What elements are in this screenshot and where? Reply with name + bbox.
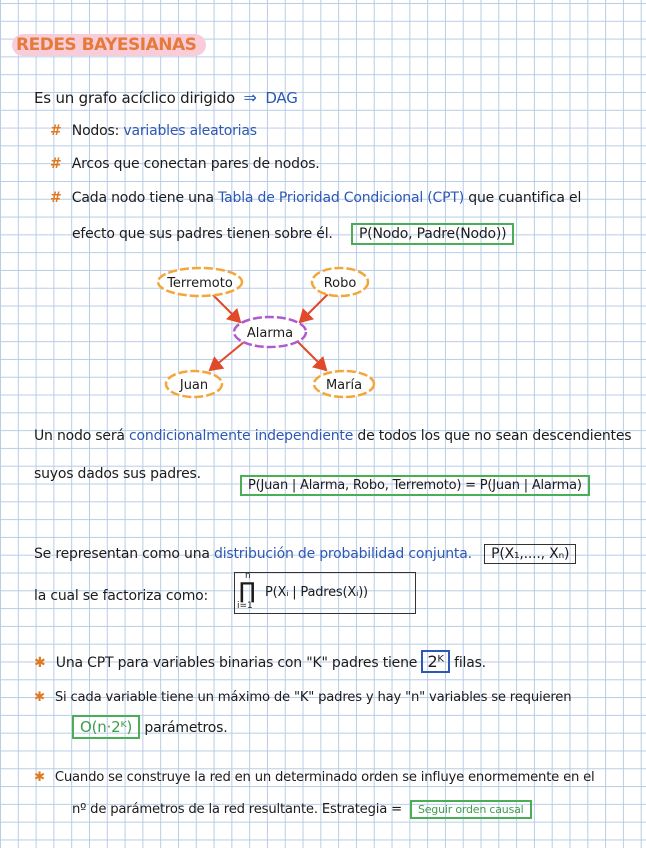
- hash-bullet-icon: #: [50, 156, 62, 172]
- bullet-arcos: [50, 156, 320, 172]
- star1-box: 2ᴷ: [421, 650, 449, 673]
- star2-post: parámetros.: [144, 720, 228, 736]
- joint-line2: la cual se factoriza como:: [34, 588, 209, 604]
- star2-box: O(n·2ᴷ): [72, 715, 140, 739]
- star1-post: filas.: [454, 655, 486, 671]
- implies-arrow-icon: ⇒: [243, 88, 257, 107]
- star-bullet-1: [34, 652, 486, 671]
- star2-line2: [72, 718, 228, 736]
- joint-formula1: P(X₁,...., Xₙ): [484, 544, 576, 564]
- node-maria: [314, 371, 374, 397]
- arrow-terremoto-alarma: [212, 294, 240, 322]
- joint-pre: Se representan como una: [34, 546, 210, 562]
- nodos-label: Nodos:: [71, 123, 120, 139]
- prod-body: P(Xᵢ | Padres(Xᵢ)): [265, 585, 368, 600]
- juan-label: Juan: [179, 378, 209, 393]
- cond-indep-formula-wrap: [240, 478, 590, 493]
- bayes-network-diagram: [150, 258, 390, 404]
- star-bullet-2: [34, 690, 571, 705]
- arrow-alarma-juan: [210, 342, 244, 370]
- prod-top: n: [245, 571, 251, 581]
- cond-indep-formula: P(Juan | Alarma, Robo, Terremoto) = P(Juan | Alarma): [240, 475, 590, 496]
- prod-bottom: i=1: [237, 601, 253, 611]
- maria-label: María: [325, 378, 363, 393]
- terremoto-label: Terremoto: [167, 276, 233, 291]
- star-bullet-3: [34, 770, 595, 785]
- dag-label: DAG: [265, 89, 298, 107]
- star3-line2-text: nº de parámetros de la red resultante. Estrategia =: [72, 802, 402, 817]
- product-formula-box: [234, 572, 416, 614]
- cond-indep-line2: suyos dados sus padres.: [34, 466, 201, 482]
- nodos-value: variables aleatorias: [123, 123, 257, 139]
- cpt-blue: Tabla de Prioridad Condicional (CPT): [218, 190, 464, 206]
- node-juan: [166, 371, 222, 397]
- page-title: REDES BAYESIANAS: [12, 34, 206, 56]
- joint-line1: [34, 546, 576, 562]
- star1-pre: Una CPT para variables binarias con "K" padres tiene: [55, 655, 418, 671]
- arrow-alarma-maria: [298, 342, 326, 370]
- star3-text: Cuando se construye la red en un determinado orden se influye enormemente en el: [54, 770, 595, 785]
- cpt-formula-box: P(Nodo, Padre(Nodo)): [351, 223, 515, 245]
- bullet-nodos: [50, 123, 257, 139]
- cond-indep-pre: Un nodo será: [34, 428, 125, 444]
- cpt-line2-text: efecto que sus padres tienen sobre él.: [72, 226, 333, 242]
- hash-bullet-icon: #: [50, 190, 62, 206]
- node-alarma: [234, 317, 306, 347]
- intro-text: Es un grafo acíclico dirigido: [34, 89, 235, 107]
- prod-symbol: ∏: [239, 579, 256, 604]
- intro-line: [34, 88, 298, 107]
- node-terremoto: [158, 268, 242, 296]
- joint-blue: distribución de probabilidad conjunta.: [214, 546, 472, 562]
- star3-box: Seguir orden causal: [410, 800, 532, 819]
- arrow-robo-alarma: [300, 294, 328, 322]
- alarma-label: Alarma: [246, 326, 294, 341]
- cond-indep-blue: condicionalmente independiente: [129, 428, 354, 444]
- cpt-line2: [72, 226, 514, 242]
- cpt-pre: Cada nodo tiene una: [71, 190, 214, 206]
- star-bullet-icon: ✱: [34, 655, 46, 671]
- hash-bullet-icon: #: [50, 123, 62, 139]
- arcos-text: Arcos que conectan pares de nodos.: [71, 156, 320, 172]
- star-bullet-icon: ✱: [34, 690, 45, 705]
- cpt-post: que cuantifica el: [468, 190, 582, 206]
- cond-indep-post: de todos los que no sean descendientes: [357, 428, 632, 444]
- star-bullet-icon: ✱: [34, 770, 45, 785]
- robo-label: Robo: [323, 276, 357, 291]
- bullet-cpt: [50, 190, 581, 206]
- star2-text: Si cada variable tiene un máximo de "K" padres y hay "n" variables se requieren: [54, 690, 572, 705]
- node-robo: [312, 268, 368, 296]
- cond-indep-line1: [34, 428, 631, 444]
- star3-line2: [72, 802, 532, 817]
